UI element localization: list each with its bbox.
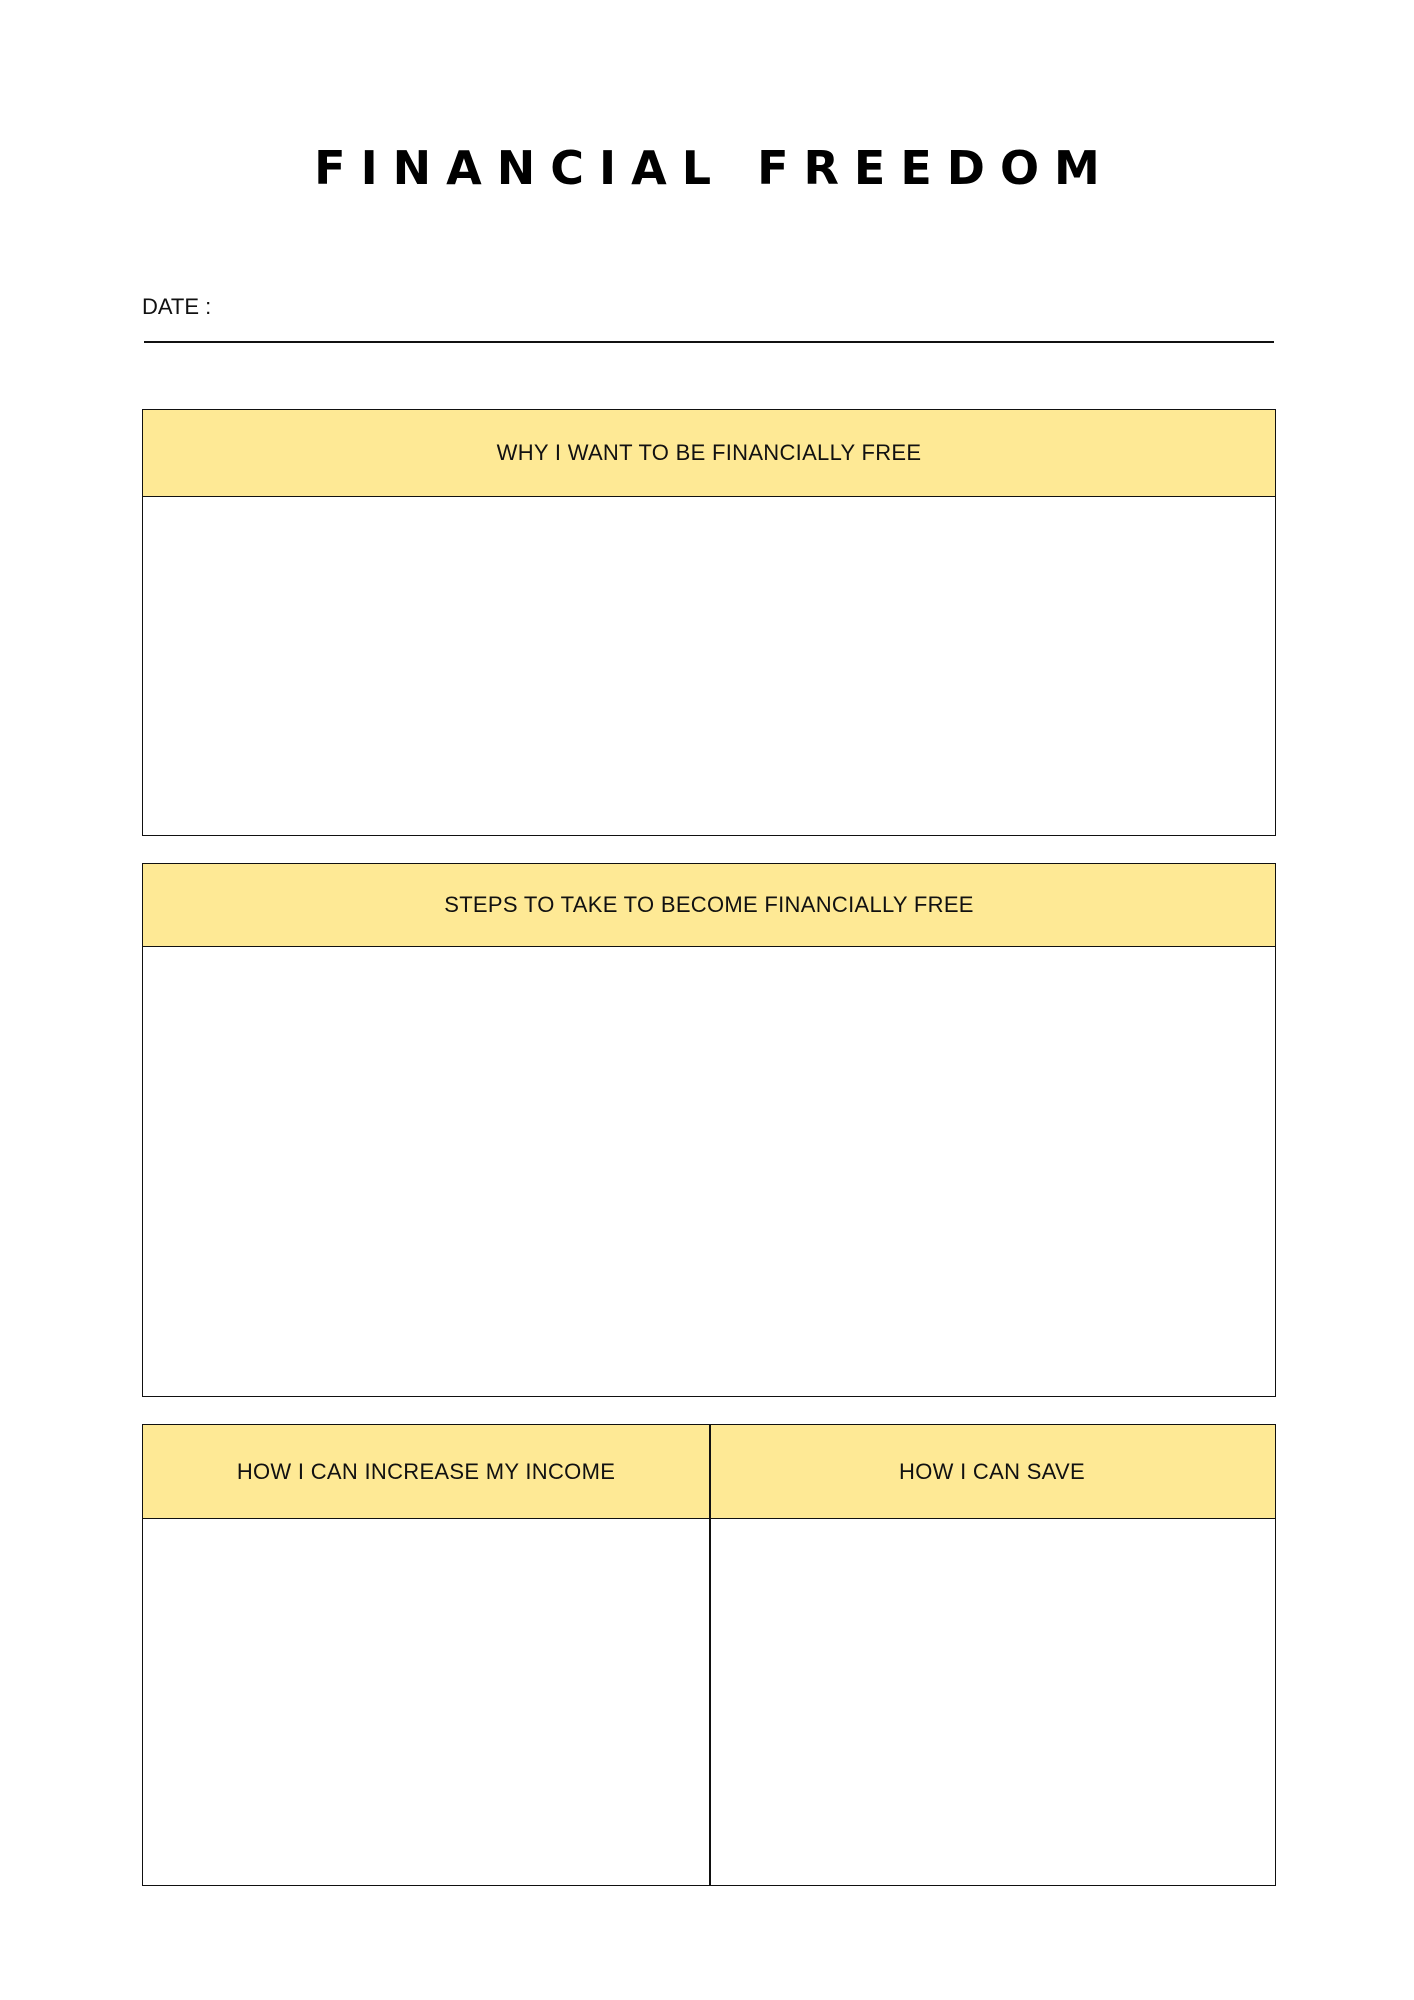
income-save-panel [142, 1424, 1276, 1886]
save-header [709, 1425, 1275, 1519]
why-writing-area[interactable] [143, 497, 1275, 835]
why-panel [142, 409, 1276, 836]
steps-panel [142, 863, 1276, 1397]
steps-heading: STEPS TO TAKE TO BECOME FINANCIALLY FREE [444, 892, 974, 917]
why-header [143, 410, 1275, 497]
why-heading: WHY I WANT TO BE FINANCIALLY FREE [496, 440, 922, 465]
income-header [143, 1425, 709, 1519]
income-writing-area[interactable] [143, 1519, 709, 1885]
date-line[interactable] [144, 341, 1274, 343]
page-title: FINANCIAL FREEDOM [314, 141, 1115, 195]
steps-header [143, 864, 1275, 947]
save-writing-area[interactable] [710, 1519, 1275, 1885]
steps-writing-area[interactable] [143, 947, 1275, 1396]
column-divider [709, 1425, 711, 1885]
date-label: DATE : [142, 294, 212, 319]
save-heading: HOW I CAN SAVE [899, 1458, 1085, 1484]
income-heading: HOW I CAN INCREASE MY INCOME [236, 1458, 616, 1484]
